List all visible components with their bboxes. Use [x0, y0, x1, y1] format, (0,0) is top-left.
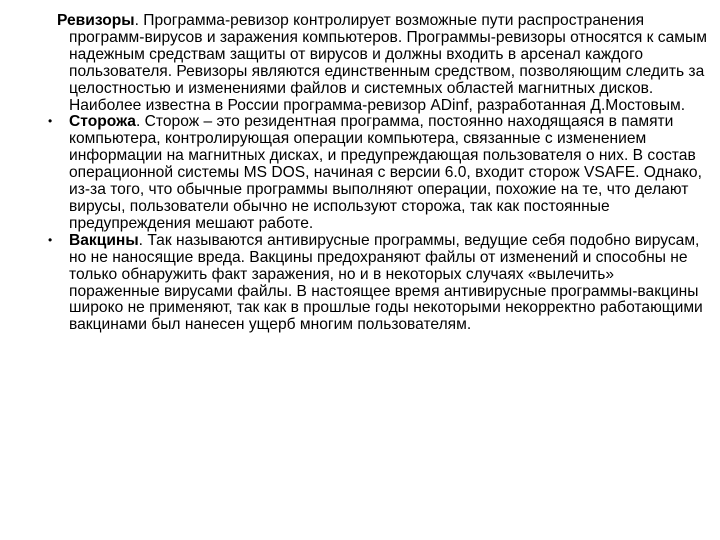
list-item-vakciny — [48, 233, 708, 334]
item-text-revizory: . Программа-ревизор контролирует возможные пути распространения программ-вирусов и заражения компьютеров. Программы-ревизоры относятся к самым надежным средствам защиты от вирусов и должны входить в арсенал каждого пользователя. Ревизоры являются единственным средством, позволяющим следить за целостностью и изменениями файлов и системных областей магнитных дисков. Наиболее известна в России программа-ревизор ADinf, разработанная Д.Мостовым. — [69, 12, 707, 114]
list-item-storozha — [48, 114, 708, 232]
list-item-lead-in — [48, 114, 69, 131]
slide-text-body — [48, 13, 708, 334]
bullet-icon: • — [48, 114, 53, 129]
bullet-icon: • — [48, 232, 53, 247]
term-vakciny: Вакцины — [69, 231, 139, 249]
term-storozha: Сторожа — [69, 113, 136, 131]
term-revizory: Ревизоры — [57, 12, 135, 29]
item-text-vakciny: . Так называются антивирусные программы, ведущие себя подобно вирусам, но не наносящие вреда. Вакцины предохраняют файлы от изменений и способны не только обнаружить факт заражения, но и в некоторых случаях «вылечить» пораженные вирусами файлы. В настоящее время антивирусные программы-вакцины широко не применяют, так как в прошлые годы некоторыми некорректно работающими вакцинами был нанесен ущерб многим пользователям. — [69, 231, 703, 334]
list-item-lead-in — [48, 233, 69, 250]
list-item-revizory — [48, 13, 708, 114]
item-text-storozha: . Сторож – это резидентная программа, постоянно находящаяся в памяти компьютера, контролирующая операции компьютера, связанные с изменением информации на магнитных дисках, и предупреждающая пользователя о них. В состав операционной системы MS DOS, начиная с версии 6.0, входит сторож VSAFE. Однако, из-за того, что обычные программы выполняют операции, похожие на те, что делают вирусы, пользователи обычно не используют сторожа, так как постоянные предупреждения мешают работе. — [69, 113, 702, 232]
